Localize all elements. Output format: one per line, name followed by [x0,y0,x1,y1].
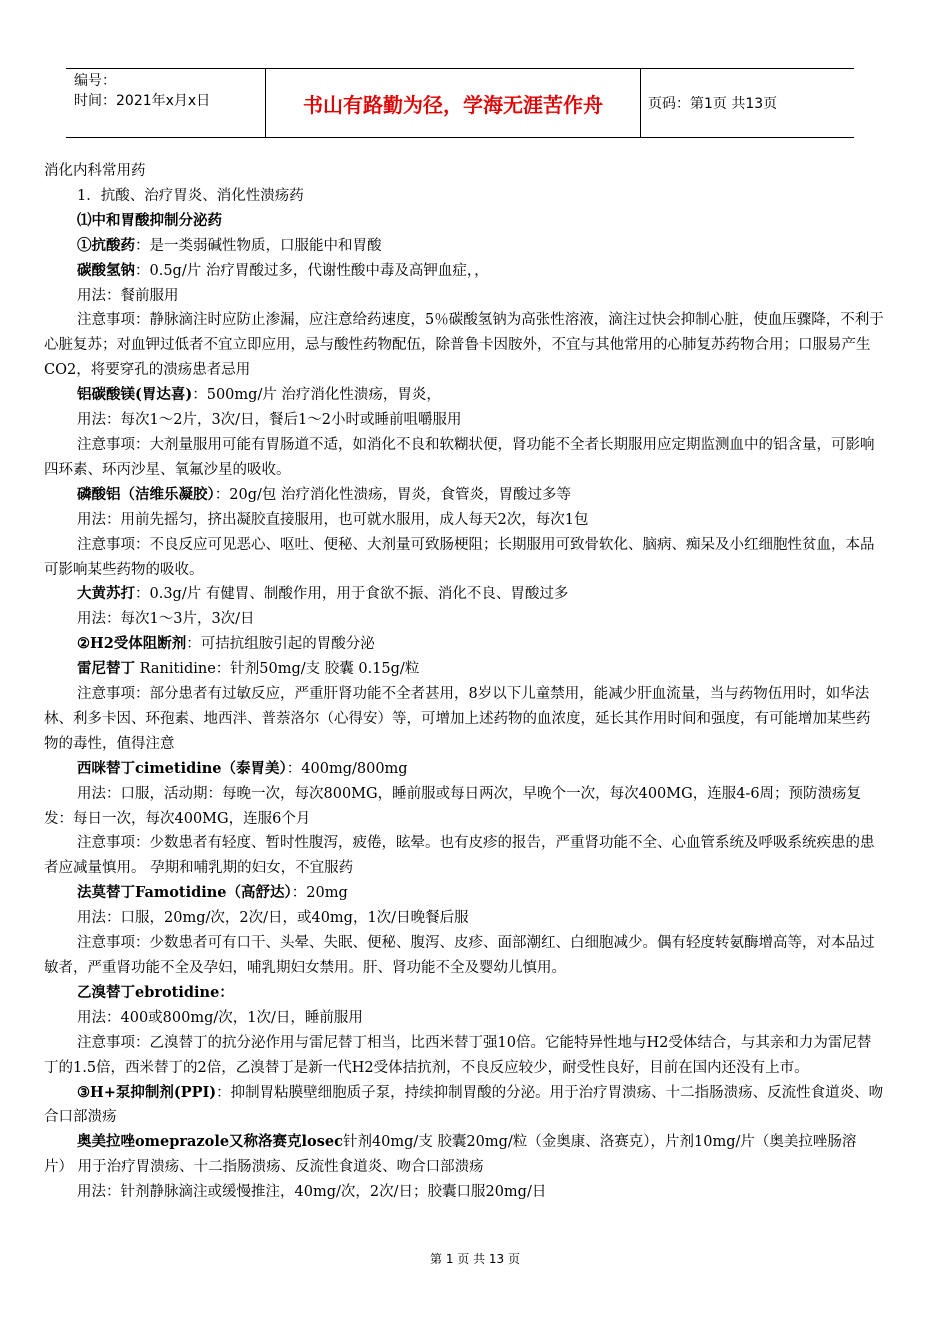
usage-line: 用法：用前先摇匀，挤出凝胶直接服用，也可就水服用，成人每天2次，每次1包 [77,511,589,528]
usage-line: 用法：口服，活动期：每晚一次，每次800MG，睡前服或每日两次，早晚个一次，每次400MG，连服4-6周；预防溃疡复发：每日一次，每次400MG，连服6个月 [44,785,862,827]
usage-line: 用法：口服，20mg/次，2次/日，或40mg，1次/日晚餐后服 [77,910,469,927]
usage-line: 用法：餐前服用 [77,287,179,304]
drug-entry: 西咪替丁cimetidine（泰胃美）：400mg/800mg [77,759,408,777]
precautions-paragraph: 注意事项：乙溴替丁的抗分泌作用与雷尼替丁相当，比西米替丁强10倍。它能特异性地与H2受体结合，与其亲和力为雷尼替丁的1.5倍，西米替丁的2倍，乙溴替丁是新一代H2受体拮抗剂，不良反应较少，耐受性良好，目前在国内还没有上市。 [44,1034,872,1076]
drug-name: 西咪替丁cimetidine（泰胃美） [77,759,287,777]
document-header [66,68,854,138]
section-heading: 1．抗酸、治疗胃炎、消化性溃疡药 [77,187,304,204]
header-meta [74,71,210,111]
drug-entry: 雷尼替丁 Ranitidine：针剂50mg/支 胶囊 0.15g/粒 [77,660,420,678]
paragraph: ③H+泵抑制剂(PPI)：抑制胃粘膜壁细胞质子泵，持续抑制胃酸的分泌。用于治疗胃溃疡、十二指肠溃疡、反流性食道炎、吻合口部溃疡 [44,1083,884,1126]
header-page-number: 页码：第1页 共13页 [648,96,778,112]
document-time: 时间：2021年x月x日 [74,93,211,109]
precautions-paragraph: 注意事项：不良反应可见恶心、呕吐、便秘、大剂量可致肠梗阻；长期服用可致骨软化、脑病、痴呆及小红细胞性贫血，本品可影响某些药物的吸收。 [44,536,875,578]
category-heading: ③H+泵抑制剂(PPI) [77,1083,217,1101]
drug-name: 磷酸铝（洁维乐凝胶） [77,485,215,503]
precautions-paragraph: 注意事项：少数患者可有口干、头晕、失眠、便秘、腹泻、皮疹、面部潮红、白细胞减少。偶有轻度转氨酶增高等，对本品过敏者，严重肾功能不全及孕妇，哺乳期妇女禁用。肝、肾功能不全及婴幼儿慎用。 [44,935,875,976]
drug-name: 奥美拉唑omeprazole又称洛赛克losec [77,1133,343,1151]
usage-line: 用法：针剂静脉滴注或缓慢推注，40mg/次，2次/日；胶囊口服20mg/日 [77,1184,547,1201]
precautions-paragraph: 注意事项：部分患者有过敏反应，严重肝肾功能不全者甚用，8岁以下儿童禁用，能减少肝血流量，当与药物伍用时，如华法林、利多卡因、环孢素、地西泮、普萘洛尔（心得安）等，可增加上述药物的血浓度，延长其作用时间和强度，有可能增加某些药物的毒性，值得注意 [44,686,871,752]
drug-entry: 大黄苏打：0.3g/片 有健胃、制酸作用，用于食欲不振、消化不良、胃酸过多 [77,585,569,603]
paragraph: ①抗酸药：是一类弱碱性物质，口服能中和胃酸 [77,236,382,254]
drug-name: 大黄苏打 [77,585,135,603]
category-heading: ②H2受体阻断剂 [77,635,187,653]
precautions-paragraph: 注意事项：大剂量服用可能有胃肠道不适，如消化不良和软糊状便，肾功能不全者长期服用应定期监测血中的铝含量，可影响四环素、环丙沙星、氧氟沙星的吸收。 [44,436,875,478]
document-body [44,159,884,1205]
precautions-paragraph: 注意事项：静脉滴注时应防止渗漏，应注意给药速度，5％碳酸氢钠为高张性溶液，滴注过快会抑制心脏，使血压骤降，不利于心脏复苏；对血钾过低者不宜立即应用，忌与酸性药物配伍，除普鲁卡因胺外，不宜与其他常用的心肺复苏药物合用；口服易产生CO2，将要穿孔的溃疡患者忌用 [44,312,884,379]
paragraph: ②H2受体阻断剂：可拮抗组胺引起的胃酸分泌 [77,635,375,653]
drug-name: 碳酸氢钠 [77,261,135,279]
precautions-paragraph: 注意事项：少数患者有轻度、暂时性腹泻，疲倦，眩晕。也有皮疹的报告，严重肾功能不全、心血管系统及呼吸系统疾患的患者应减量慎用。 孕期和哺乳期的妇女，不宜服药 [44,835,875,877]
usage-line: 用法：每次1～3片，3次/日 [77,611,255,628]
drug-entry: 铝碳酸镁(胃达喜)：500mg/片 治疗消化性溃疡，胃炎， [77,386,441,404]
drug-entry: 碳酸氢钠：0.5g/片 治疗胃酸过多，代谢性酸中毒及高钾血症，， [77,261,489,279]
header-divider [640,69,641,137]
page-footer: 第 1 页 共 13 页 [430,1252,520,1266]
drug-name: 乙溴替丁ebrotidine： [77,983,234,1001]
drug-name: 法莫替丁Famotidine（高舒达） [77,884,292,902]
drug-name: 铝碳酸镁(胃达喜) [77,386,193,404]
drug-entry: 磷酸铝（洁维乐凝胶）：20g/包 治疗消化性溃疡，胃炎，食管炎，胃酸过多等 [77,485,571,503]
category-heading: ①抗酸药 [77,236,135,254]
usage-line: 用法：每次1～2片，3次/日，餐后1～2小时或睡前咀嚼服用 [77,412,462,429]
document-number: 编号： [74,73,116,89]
drug-entry: 法莫替丁Famotidine（高舒达）：20mg [77,884,348,902]
drug-name: 雷尼替丁 [77,660,135,678]
header-motto: 书山有路勤为径，学海无涯苦作舟 [303,92,603,117]
drug-entry: 奥美拉唑omeprazole又称洛赛克losec针剂40mg/支 胶囊20mg/粒（金奥康、洛赛克），片剂10mg/片（奥美拉唑肠溶片） 用于治疗胃溃疡、十二指肠溃疡、反流性食道炎、吻合口部溃疡 [44,1133,857,1176]
usage-line: 用法：400或800mg/次，1次/日，睡前服用 [77,1009,363,1026]
doc-title: 消化内科常用药 [44,163,146,179]
subsection-heading: ⑴中和胃酸抑制分泌药 [77,211,222,229]
